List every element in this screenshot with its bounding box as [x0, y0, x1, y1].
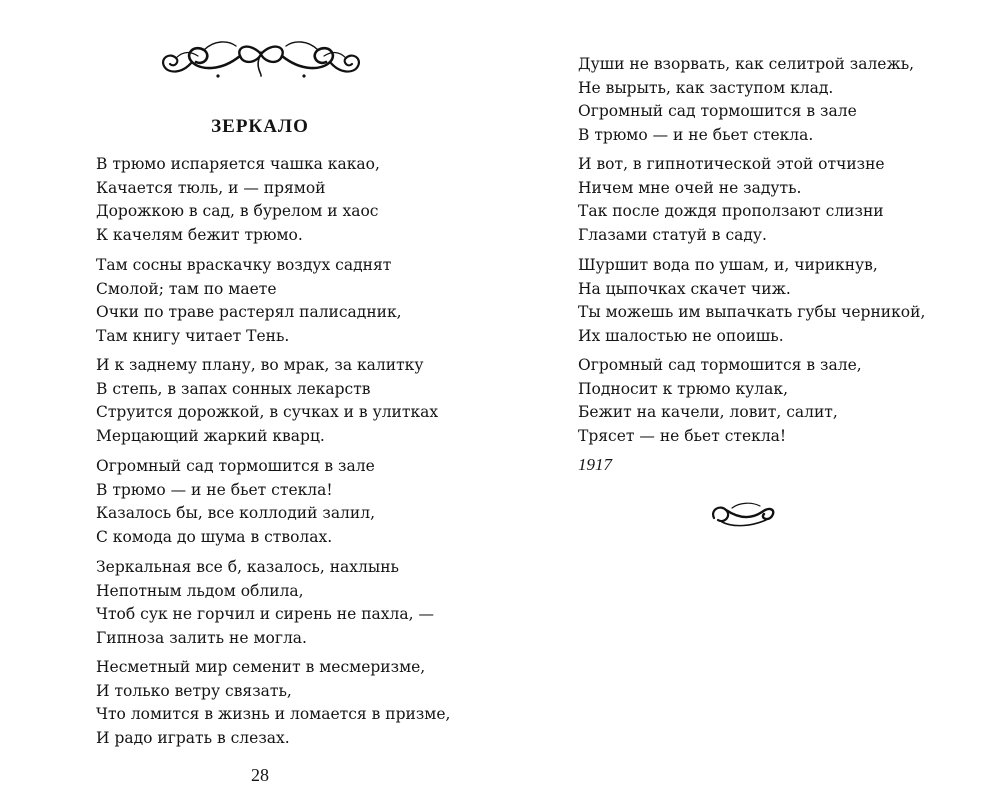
flourish-ornament-icon — [708, 496, 778, 532]
right-page — [500, 0, 1000, 799]
verse-line: В степь, в запах сонных лекарств — [96, 379, 371, 398]
flourish-ornament-icon — [158, 36, 364, 84]
stanza-2 — [96, 254, 402, 348]
poem-date: 1917 — [578, 455, 612, 474]
stanza-1 — [96, 153, 380, 247]
stanza-7 — [578, 53, 914, 147]
verse-line: И только ветру связать, — [96, 681, 292, 700]
verse-line: Их шалостью не опоишь. — [578, 326, 784, 345]
verse-line: Огромный сад тормошится в зале, — [578, 356, 862, 374]
poem-title: ЗЕРКАЛО — [211, 116, 309, 137]
verse-line: Очки по траве растерял палисадник, — [96, 303, 402, 321]
verse-line: Шуршит вода по ушам, и, чирикнув, — [578, 256, 878, 274]
stanza-6 — [96, 656, 450, 750]
stanza-8 — [578, 153, 885, 247]
verse-line: Огромный сад тормошится в зале — [578, 102, 857, 120]
verse-line: И вот, в гипнотической этой отчизне — [578, 155, 885, 173]
verse-line: Дорожкою в сад, в бурелом и хаос — [96, 202, 379, 220]
verse-line: С комода до шума в стволах. — [96, 527, 333, 546]
stanza-4 — [96, 455, 375, 549]
stanza-9 — [578, 254, 925, 348]
verse-line: Смолой; там по маете — [96, 279, 277, 298]
verse-line: К качелям бежит трюмо. — [96, 225, 303, 244]
verse-line: И к заднему плану, во мрак, за калитку — [96, 356, 424, 374]
verse-line: Казалось бы, все коллодий залил, — [96, 504, 376, 522]
verse-line: Огромный сад тормошится в зале — [96, 457, 375, 475]
stanza-10 — [578, 354, 862, 448]
verse-line: Подносит к трюмо кулак, — [578, 379, 788, 398]
verse-line: В трюмо — и не бьет стекла! — [96, 480, 333, 499]
verse-line: Струится дорожкой, в сучках и в улитках — [96, 403, 439, 421]
verse-line: Гипноза залить не могла. — [96, 628, 307, 647]
verse-line: Души не взорвать, как селитрой залежь, — [578, 55, 915, 73]
verse-line: И радо играть в слезах. — [96, 728, 290, 747]
stanza-3 — [96, 354, 438, 448]
verse-line: Качается тюль, и — прямой — [96, 178, 326, 197]
verse-line: Ничем мне очей не задуть. — [578, 178, 802, 197]
verse-line: Мерцающий жаркий кварц. — [96, 426, 325, 445]
verse-line: Трясет — не бьет стекла! — [578, 426, 787, 445]
verse-line: Там сосны враскачку воздух саднят — [96, 256, 392, 274]
verse-line: Несметный мир семенит в месмеризме, — [96, 658, 426, 676]
verse-line: Непотным льдом облила, — [96, 581, 304, 600]
verse-line: Там книгу читает Тень. — [96, 326, 290, 345]
verse-line: На цыпочках скачет чиж. — [578, 279, 791, 298]
verse-line: В трюмо — и не бьет стекла. — [578, 125, 814, 144]
verse-line: Не вырыть, как заступом клад. — [578, 78, 834, 97]
verse-line: Что ломится в жизнь и ломается в призме, — [96, 705, 451, 723]
verse-line: Зеркальная все б, казалось, нахлынь — [96, 558, 399, 576]
verse-line: Так после дождя проползают слизни — [578, 202, 884, 220]
stanza-5 — [96, 556, 434, 650]
verse-line: Чтоб сук не горчил и сирень не пахла, — — [96, 605, 434, 623]
verse-line: Ты можешь им выпачкать губы черникой, — [578, 303, 926, 321]
verse-line: Бежит на качели, ловит, салит, — [578, 403, 838, 421]
verse-line: В трюмо испаряется чашка какао, — [96, 155, 380, 173]
verse-line: Глазами статуй в саду. — [578, 225, 767, 244]
page-number: 28 — [251, 765, 269, 785]
